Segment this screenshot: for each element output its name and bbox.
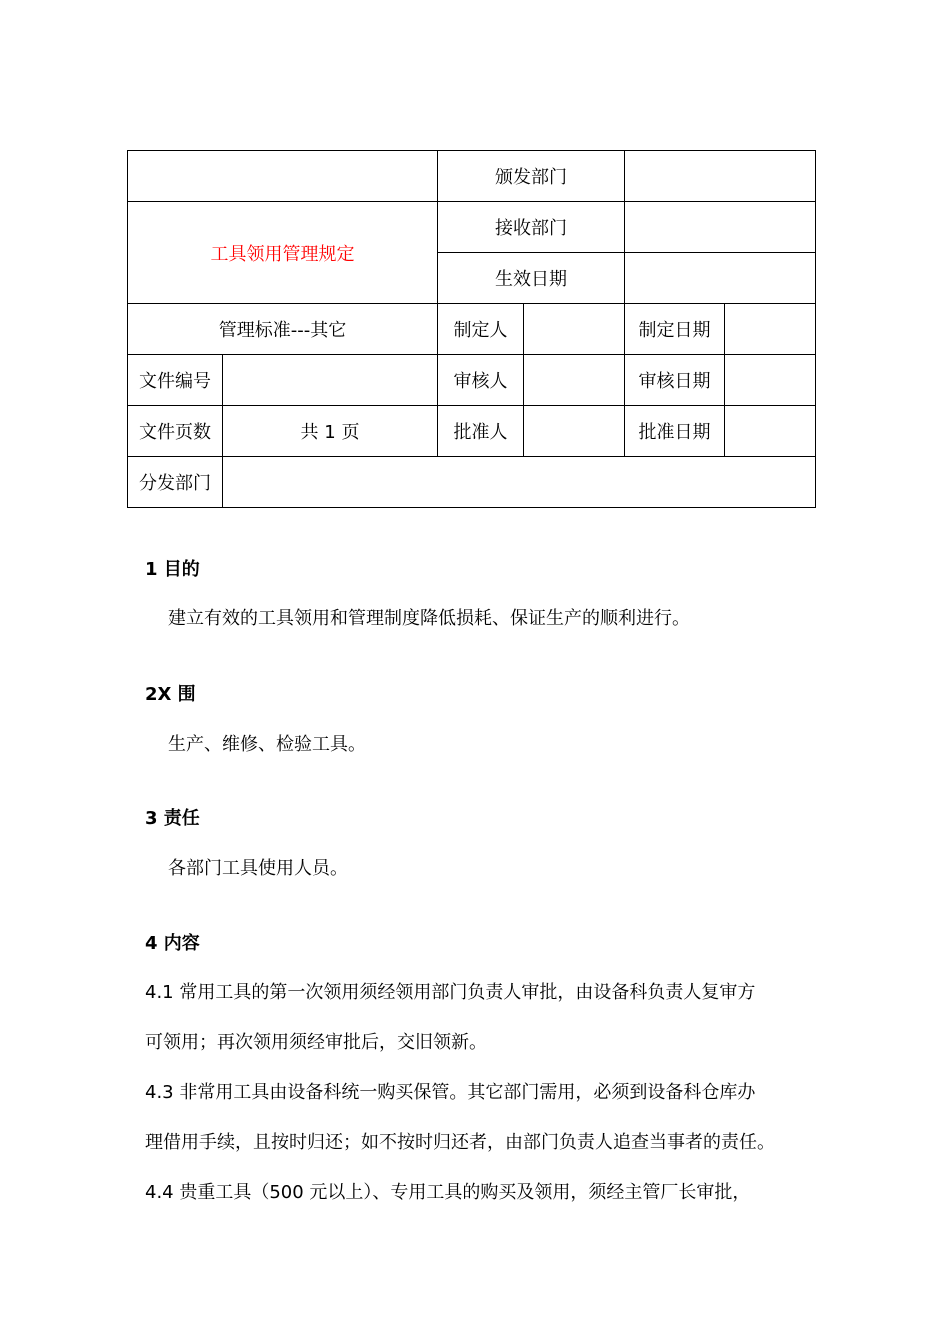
effective-date-label: 生效日期 [438, 253, 625, 304]
page-count-label: 文件页数 [128, 406, 223, 457]
responsibility-heading: 3 责任 [145, 808, 200, 829]
responsibility-text: 各部门工具使用人员。 [168, 858, 348, 879]
distribution-dept-label: 分发部门 [128, 457, 223, 508]
paragraph-4-4-line-1: 4.4 贵重工具（500 元以上）、专用工具的购买及领用，须经主管厂长审批， [145, 1182, 751, 1203]
paragraph-4-3-line-1: 4.3 非常用工具由设备科统一购买保管。其它部门需用，必须到设备科仓库办 [145, 1082, 756, 1103]
approval-date-label: 批准日期 [625, 406, 725, 457]
review-date-value [725, 355, 816, 406]
effective-date-value [625, 253, 816, 304]
purpose-text: 建立有效的工具领用和管理制度降低损耗、保证生产的顺利进行。 [168, 608, 690, 629]
document-title: 工具领用管理规定 [128, 202, 438, 304]
receiving-dept-label: 接收部门 [438, 202, 625, 253]
approver-label: 批准人 [438, 406, 524, 457]
receiving-dept-value [625, 202, 816, 253]
issuing-dept-value [625, 151, 816, 202]
approver-value [524, 406, 625, 457]
purpose-heading: 1 目的 [145, 559, 200, 580]
doc-number-value [223, 355, 438, 406]
draft-date-label: 制定日期 [625, 304, 725, 355]
distribution-dept-value [223, 457, 816, 508]
paragraph-4-3-line-2: 理借用手续，且按时归还；如不按时归还者，由部门负责人追查当事者的责任。 [145, 1132, 775, 1153]
review-date-label: 审核日期 [625, 355, 725, 406]
scope-text: 生产、维修、检验工具。 [168, 734, 366, 755]
draft-date-value [725, 304, 816, 355]
drafter-value [524, 304, 625, 355]
paragraph-4-1-line-2: 可领用；再次领用须经审批后，交旧领新。 [145, 1032, 487, 1053]
page-count-value: 共 1 页 [223, 406, 438, 457]
approval-date-value [725, 406, 816, 457]
doc-number-label: 文件编号 [128, 355, 223, 406]
blank-cell [128, 151, 438, 202]
document-header-table [127, 150, 816, 508]
document-category: 管理标准---其它 [128, 304, 438, 355]
scope-heading: 2X 围 [145, 684, 196, 705]
reviewer-value [524, 355, 625, 406]
drafter-label: 制定人 [438, 304, 524, 355]
issuing-dept-label: 颁发部门 [438, 151, 625, 202]
reviewer-label: 审核人 [438, 355, 524, 406]
content-heading: 4 内容 [145, 933, 200, 954]
paragraph-4-1-line-1: 4.1 常用工具的第一次领用须经领用部门负责人审批，由设备科负责人复审方 [145, 982, 756, 1003]
